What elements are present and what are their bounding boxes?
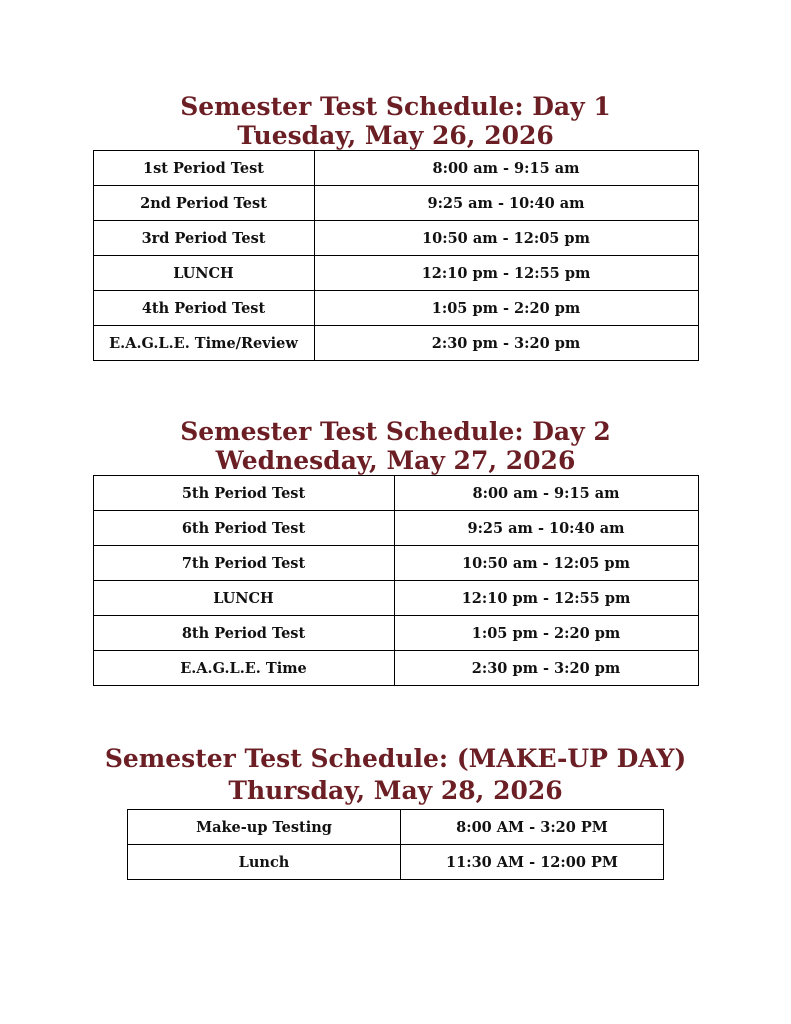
period-time: 8:00 AM - 3:20 PM [401, 810, 664, 845]
day2-schedule-table [93, 475, 699, 686]
period-label: E.A.G.L.E. Time [93, 651, 394, 686]
table-row [93, 616, 698, 651]
makeup-date: Thursday, May 28, 2026 [228, 776, 563, 805]
period-label: 4th Period Test [93, 291, 314, 326]
day2-section [0, 417, 791, 686]
period-time: 1:05 pm - 2:20 pm [314, 291, 698, 326]
table-row [93, 651, 698, 686]
period-label: Make-up Testing [128, 810, 401, 845]
period-time: 2:30 pm - 3:20 pm [314, 326, 698, 361]
table-row [93, 546, 698, 581]
period-time: 12:10 pm - 12:55 pm [394, 581, 698, 616]
day1-section [0, 92, 791, 361]
period-label: LUNCH [93, 581, 394, 616]
period-time: 2:30 pm - 3:20 pm [394, 651, 698, 686]
period-time: 1:05 pm - 2:20 pm [394, 616, 698, 651]
day1-schedule-table [93, 150, 699, 361]
period-time: 9:25 am - 10:40 am [394, 511, 698, 546]
period-time: 8:00 am - 9:15 am [314, 151, 698, 186]
day1-title: Semester Test Schedule: Day 1 [180, 92, 611, 121]
period-label: 6th Period Test [93, 511, 394, 546]
period-label: 2nd Period Test [93, 186, 314, 221]
period-label: 1st Period Test [93, 151, 314, 186]
period-label: 5th Period Test [93, 476, 394, 511]
table-row [93, 256, 698, 291]
table-row [128, 845, 664, 880]
period-label: 8th Period Test [93, 616, 394, 651]
period-time: 11:30 AM - 12:00 PM [401, 845, 664, 880]
makeup-section [0, 743, 791, 880]
table-row [93, 186, 698, 221]
day2-title: Semester Test Schedule: Day 2 [180, 417, 611, 446]
table-row [128, 810, 664, 845]
table-row [93, 476, 698, 511]
table-row [93, 511, 698, 546]
period-time: 10:50 am - 12:05 pm [394, 546, 698, 581]
day1-date: Tuesday, May 26, 2026 [237, 121, 554, 150]
period-label: Lunch [128, 845, 401, 880]
period-label: LUNCH [93, 256, 314, 291]
makeup-schedule-table [127, 809, 664, 880]
period-label: 3rd Period Test [93, 221, 314, 256]
period-label: E.A.G.L.E. Time/Review [93, 326, 314, 361]
period-label: 7th Period Test [93, 546, 394, 581]
table-row [93, 291, 698, 326]
makeup-title: Semester Test Schedule: (MAKE-UP DAY) [104, 744, 687, 773]
table-row [93, 581, 698, 616]
table-row [93, 326, 698, 361]
period-time: 9:25 am - 10:40 am [314, 186, 698, 221]
period-time: 12:10 pm - 12:55 pm [314, 256, 698, 291]
period-time: 8:00 am - 9:15 am [394, 476, 698, 511]
table-row [93, 151, 698, 186]
period-time: 10:50 am - 12:05 pm [314, 221, 698, 256]
day2-date: Wednesday, May 27, 2026 [215, 446, 576, 475]
table-row [93, 221, 698, 256]
